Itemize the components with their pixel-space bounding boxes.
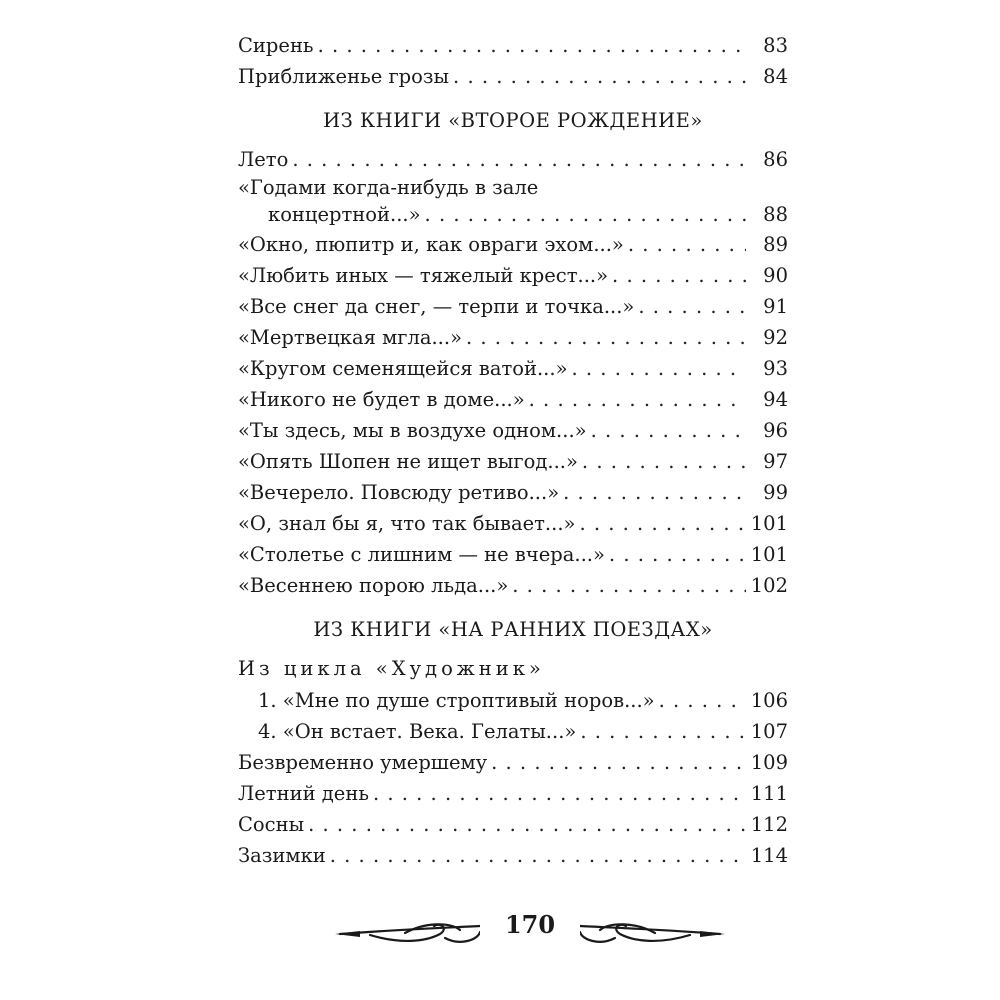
leader-dots xyxy=(292,144,746,175)
entry-page: 97 xyxy=(763,450,788,473)
entry-title: «Опять Шопен не ищет выгод...» xyxy=(238,450,578,473)
leader-dots xyxy=(308,809,746,840)
entry-page: 83 xyxy=(763,34,788,57)
leader-dots xyxy=(580,716,746,747)
cycle-title: Из цикла «Художник» xyxy=(238,657,545,680)
entry-page: 84 xyxy=(763,65,788,88)
toc-entry xyxy=(238,260,788,291)
entry-title: Приближенье грозы xyxy=(238,65,450,88)
toc-entry xyxy=(258,685,788,716)
entry-title: Сосны xyxy=(238,813,305,836)
entry-page: 112 xyxy=(750,813,788,836)
leader-dots xyxy=(330,840,746,871)
leader-dots xyxy=(582,446,746,477)
entry-page: 91 xyxy=(763,295,788,318)
toc-entry xyxy=(258,716,788,747)
toc-entry xyxy=(238,477,788,508)
leader-dots xyxy=(591,415,746,446)
leader-dots xyxy=(612,260,746,291)
entry-title: Сирень xyxy=(238,34,314,57)
entry-title: 1. «Мне по душе строптивый норов...» xyxy=(258,689,655,712)
section-heading: ИЗ КНИГИ «ВТОРОЕ РОЖДЕНИЕ» xyxy=(323,109,703,132)
entry-page: 86 xyxy=(763,148,788,171)
table-of-contents xyxy=(238,30,788,871)
entry-page: 107 xyxy=(750,720,788,743)
entry-title: «Окно, пюпитр и, как овраги эхом...» xyxy=(238,233,624,256)
entry-page: 109 xyxy=(750,751,788,774)
leader-dots xyxy=(659,685,746,716)
entry-title: «Ты здесь, мы в воздухе одном...» xyxy=(238,419,587,442)
entry-page: 99 xyxy=(763,481,788,504)
page-footer xyxy=(330,904,730,954)
toc-entry xyxy=(238,747,788,778)
entry-title: Безвременно умершему xyxy=(238,751,488,774)
entry-title-line1: «Годами когда-нибудь в зале xyxy=(238,176,539,199)
entry-title: 4. «Он встает. Века. Гелаты...» xyxy=(258,720,577,743)
leader-dots xyxy=(466,322,746,353)
entry-page: 101 xyxy=(750,543,788,566)
entry-title: Зазимки xyxy=(238,844,326,867)
leader-dots xyxy=(638,291,746,322)
entry-page: 102 xyxy=(750,574,788,597)
leader-dots xyxy=(579,508,746,539)
entry-title: «Мертвецкая мгла...» xyxy=(238,326,463,349)
entry-title: «Вечерело. Повсюду ретиво...» xyxy=(238,481,560,504)
toc-entry xyxy=(238,229,788,260)
leader-dots xyxy=(373,778,746,809)
toc-entry xyxy=(238,840,788,871)
toc-entry xyxy=(238,144,788,175)
cycle-entries xyxy=(238,685,788,747)
leader-dots xyxy=(529,384,746,415)
entry-title: «Столетье с лишним — не вчера...» xyxy=(238,543,605,566)
entry-title: Летний день xyxy=(238,782,369,805)
leader-dots xyxy=(425,201,746,229)
entry-title: «Никого не будет в доме...» xyxy=(238,388,525,411)
leader-dots xyxy=(512,570,746,601)
leader-dots xyxy=(628,229,746,260)
toc-entry xyxy=(238,415,788,446)
leader-dots xyxy=(453,61,746,92)
leader-dots xyxy=(609,539,746,570)
entry-page: 111 xyxy=(750,782,788,805)
toc-entry xyxy=(238,353,788,384)
entry-page: 94 xyxy=(763,388,788,411)
toc-entry xyxy=(238,322,788,353)
entry-page: 89 xyxy=(763,233,788,256)
entry-page: 96 xyxy=(763,419,788,442)
toc-entry xyxy=(238,778,788,809)
leader-dots xyxy=(563,477,746,508)
toc-entry xyxy=(238,61,788,92)
entry-title-line2: концертной...» xyxy=(268,203,421,226)
entry-page: 114 xyxy=(750,844,788,867)
toc-entry-multiline xyxy=(238,175,788,229)
toc-entry xyxy=(238,384,788,415)
entry-title: «О, знал бы я, что так бывает...» xyxy=(238,512,576,535)
entry-title: «Весеннею порою льда...» xyxy=(238,574,509,597)
leader-dots xyxy=(318,30,746,61)
leader-dots xyxy=(491,747,746,778)
entry-page: 88 xyxy=(763,203,788,226)
page-number: 170 xyxy=(480,910,580,939)
entry-page: 101 xyxy=(750,512,788,535)
section2-entries xyxy=(238,747,788,871)
section1-entries xyxy=(238,229,788,601)
entry-page: 90 xyxy=(763,264,788,287)
toc-entry xyxy=(238,809,788,840)
entry-title: «Все снег да снег, — терпи и точка...» xyxy=(238,295,635,318)
entry-page: 106 xyxy=(750,689,788,712)
entry-title: «Любить иных — тяжелый крест...» xyxy=(238,264,609,287)
entry-page: 93 xyxy=(763,357,788,380)
toc-entry xyxy=(238,539,788,570)
entry-page: 92 xyxy=(763,326,788,349)
section-heading: ИЗ КНИГИ «НА РАННИХ ПОЕЗДАХ» xyxy=(313,618,713,641)
entry-title: Лето xyxy=(238,148,289,171)
toc-entry xyxy=(238,570,788,601)
toc-entry xyxy=(238,446,788,477)
entry-title: «Кругом семенящейся ватой...» xyxy=(238,357,568,380)
toc-entry xyxy=(238,30,788,61)
leader-dots xyxy=(572,353,746,384)
toc-entry xyxy=(238,508,788,539)
toc-entry xyxy=(238,291,788,322)
